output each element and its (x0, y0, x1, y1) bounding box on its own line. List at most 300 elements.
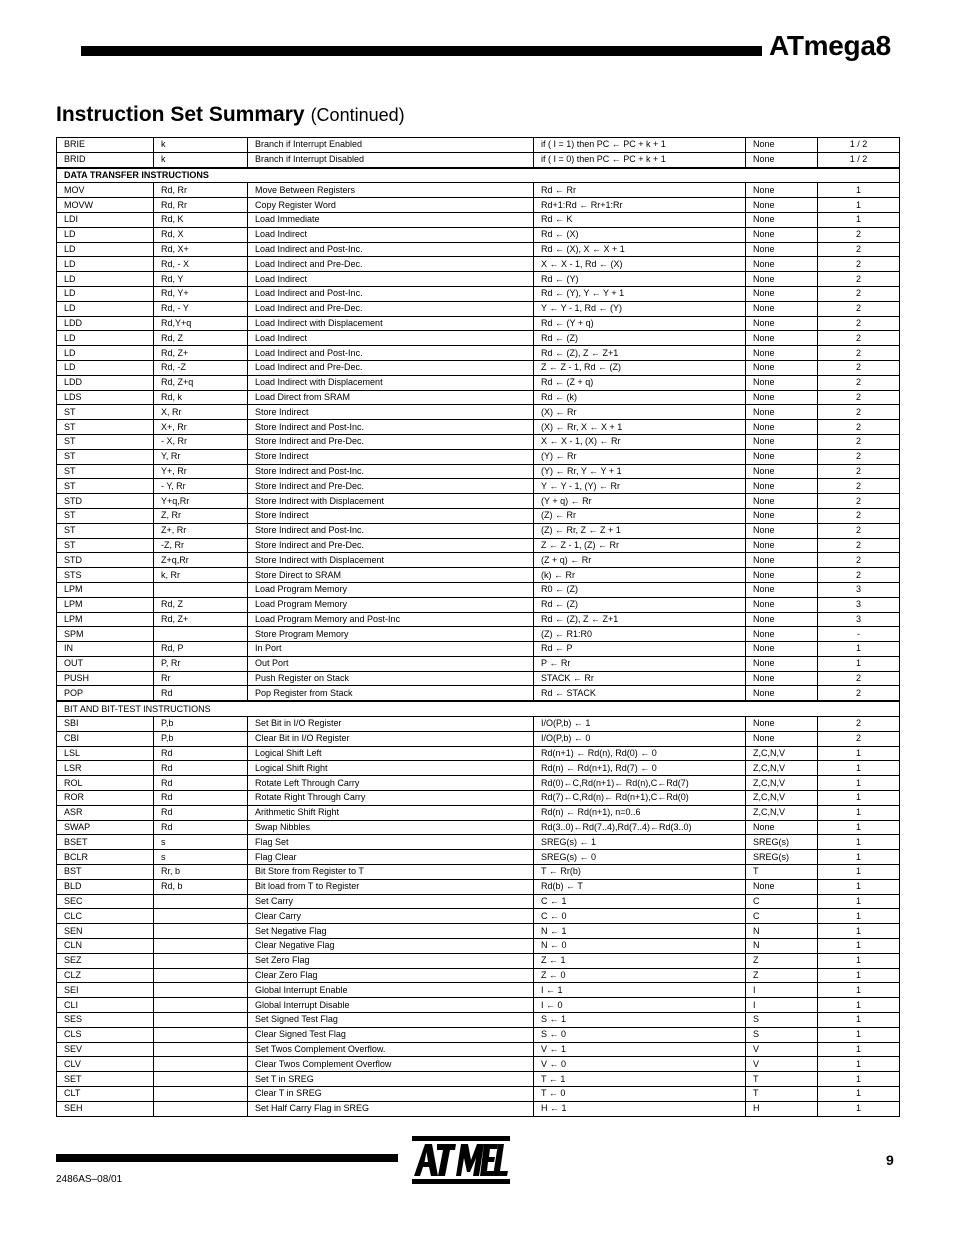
operands-cell: k, Rr (154, 568, 248, 583)
table-row (57, 656, 900, 671)
mnemonic-cell: CLS (57, 1027, 154, 1042)
description-cell: Load Indirect and Pre-Dec. (248, 360, 534, 375)
description-cell: Load Indirect and Post-Inc. (248, 286, 534, 301)
table-row (57, 183, 900, 198)
clocks-cell: 2 (818, 523, 900, 538)
operation-cell: SREG(s) ← 0 (534, 850, 746, 865)
mnemonic-cell: CLT (57, 1087, 154, 1102)
flags-cell: None (746, 183, 818, 198)
clocks-cell: 1 (818, 909, 900, 924)
page-number: 9 (886, 1152, 894, 1168)
clocks-cell: 1 (818, 1101, 900, 1116)
mnemonic-cell: LPM (57, 582, 154, 597)
operation-cell: Rd(b) ← T (534, 879, 746, 894)
flags-cell: None (746, 390, 818, 405)
flags-cell: None (746, 138, 818, 153)
operands-cell (154, 968, 248, 983)
description-cell: Branch if Interrupt Enabled (248, 138, 534, 153)
description-cell: Store Program Memory (248, 627, 534, 642)
flags-cell: None (746, 717, 818, 732)
table-row (57, 1057, 900, 1072)
clocks-cell: 1 (818, 1027, 900, 1042)
description-cell: Swap Nibbles (248, 820, 534, 835)
description-cell: Flag Set (248, 835, 534, 850)
description-cell: Clear T in SREG (248, 1087, 534, 1102)
operation-cell: X ← X - 1, Rd ← (X) (534, 257, 746, 272)
operation-cell: Rd(n) ← Rd(n+1), Rd(7) ← 0 (534, 761, 746, 776)
table-row (57, 420, 900, 435)
table-row (57, 257, 900, 272)
clocks-cell: 2 (818, 375, 900, 390)
operation-cell: S ← 1 (534, 1013, 746, 1028)
description-cell: Load Indirect and Post-Inc. (248, 346, 534, 361)
mnemonic-cell: LDS (57, 390, 154, 405)
operation-cell: V ← 1 (534, 1042, 746, 1057)
table-row (57, 924, 900, 939)
description-cell: Store Indirect and Pre-Dec. (248, 434, 534, 449)
operation-cell: Rd ← K (534, 212, 746, 227)
mnemonic-cell: ST (57, 538, 154, 553)
description-cell: Store Indirect and Post-Inc. (248, 464, 534, 479)
clocks-cell: 1 (818, 805, 900, 820)
flags-cell: None (746, 582, 818, 597)
table-row (57, 375, 900, 390)
operands-cell: Rd (154, 776, 248, 791)
mnemonic-cell: CBI (57, 731, 154, 746)
operands-cell: s (154, 835, 248, 850)
operands-cell: Rd, Z (154, 597, 248, 612)
description-cell: Load Program Memory (248, 597, 534, 612)
operation-cell: Rd ← (Z + q) (534, 375, 746, 390)
flags-cell: Z (746, 968, 818, 983)
clocks-cell: 1 (818, 850, 900, 865)
table-row (57, 1042, 900, 1057)
chip-title: ATmega8 (769, 30, 891, 61)
operands-cell: Y, Rr (154, 449, 248, 464)
operation-cell: Rd(0)←C,Rd(n+1)← Rd(n),C←Rd(7) (534, 776, 746, 791)
operands-cell: Rd, Rr (154, 198, 248, 213)
operation-cell: STACK ← Rr (534, 671, 746, 686)
clocks-cell: 2 (818, 508, 900, 523)
clocks-cell: 2 (818, 464, 900, 479)
description-cell: Set Bit in I/O Register (248, 717, 534, 732)
table-row (57, 301, 900, 316)
operation-cell: C ← 1 (534, 894, 746, 909)
mnemonic-cell: LD (57, 346, 154, 361)
description-cell: Global Interrupt Disable (248, 998, 534, 1013)
instruction-table-body (57, 138, 900, 1117)
table-row (57, 939, 900, 954)
operands-cell: Rd, Z+ (154, 612, 248, 627)
description-cell: Branch if Interrupt Disabled (248, 152, 534, 167)
table-row (57, 464, 900, 479)
clocks-cell: 2 (818, 568, 900, 583)
mnemonic-cell: MOVW (57, 198, 154, 213)
clocks-cell: 1 / 2 (818, 138, 900, 153)
flags-cell: None (746, 346, 818, 361)
table-row (57, 865, 900, 880)
operands-cell (154, 924, 248, 939)
clocks-cell: 1 (818, 835, 900, 850)
operands-cell: X+, Rr (154, 420, 248, 435)
mnemonic-cell: LDI (57, 212, 154, 227)
clocks-cell: 2 (818, 686, 900, 701)
mnemonic-cell: LSR (57, 761, 154, 776)
clocks-cell: 2 (818, 316, 900, 331)
table-row (57, 198, 900, 213)
operation-cell: (Y + q) ← Rr (534, 494, 746, 509)
description-cell: Store Indirect with Displacement (248, 494, 534, 509)
flags-cell: None (746, 257, 818, 272)
description-cell: Set Negative Flag (248, 924, 534, 939)
clocks-cell: 1 (818, 879, 900, 894)
table-row (57, 523, 900, 538)
table-row (57, 1013, 900, 1028)
table-row (57, 316, 900, 331)
operands-cell (154, 953, 248, 968)
mnemonic-cell: LD (57, 360, 154, 375)
flags-cell: T (746, 1087, 818, 1102)
operands-cell: Rd (154, 791, 248, 806)
table-row (57, 494, 900, 509)
mnemonic-cell: ROL (57, 776, 154, 791)
mnemonic-cell: ROR (57, 791, 154, 806)
description-cell: Clear Bit in I/O Register (248, 731, 534, 746)
mnemonic-cell: BST (57, 865, 154, 880)
operation-cell: V ← 0 (534, 1057, 746, 1072)
operands-cell: k (154, 138, 248, 153)
operands-cell: Y+, Rr (154, 464, 248, 479)
operation-cell: Z ← 0 (534, 968, 746, 983)
table-row (57, 894, 900, 909)
mnemonic-cell: BSET (57, 835, 154, 850)
operation-cell: Z ← Z - 1, Rd ← (Z) (534, 360, 746, 375)
flags-cell: None (746, 464, 818, 479)
flags-cell: None (746, 820, 818, 835)
flags-cell: N (746, 939, 818, 954)
description-cell: Store Direct to SRAM (248, 568, 534, 583)
description-cell: Set Zero Flag (248, 953, 534, 968)
mnemonic-cell: LDD (57, 316, 154, 331)
flags-cell: I (746, 983, 818, 998)
flags-cell: Z,C,N,V (746, 805, 818, 820)
operands-cell (154, 1057, 248, 1072)
mnemonic-cell: CLI (57, 998, 154, 1013)
mnemonic-cell: MOV (57, 183, 154, 198)
table-row (57, 212, 900, 227)
operation-cell: I/O(P,b) ← 1 (534, 717, 746, 732)
table-row (57, 405, 900, 420)
flags-cell: I (746, 998, 818, 1013)
table-row (57, 953, 900, 968)
operation-cell: N ← 1 (534, 924, 746, 939)
description-cell: Store Indirect (248, 508, 534, 523)
clocks-cell: 1 (818, 212, 900, 227)
operation-cell: (Y) ← Rr, Y ← Y + 1 (534, 464, 746, 479)
operation-cell: (X) ← Rr, X ← X + 1 (534, 420, 746, 435)
operation-cell: Rd ← (Y + q) (534, 316, 746, 331)
operation-cell: Z ← Z - 1, (Z) ← Rr (534, 538, 746, 553)
description-cell: Store Indirect (248, 449, 534, 464)
mnemonic-cell: LD (57, 242, 154, 257)
description-cell: Logical Shift Right (248, 761, 534, 776)
clocks-cell: 2 (818, 420, 900, 435)
mnemonic-cell: ST (57, 449, 154, 464)
section-heading (56, 103, 405, 127)
mnemonic-cell: SEZ (57, 953, 154, 968)
table-row (57, 346, 900, 361)
operands-cell (154, 1027, 248, 1042)
description-cell: Set T in SREG (248, 1072, 534, 1087)
mnemonic-cell: PUSH (57, 671, 154, 686)
flags-cell: T (746, 1072, 818, 1087)
operands-cell: Rd, P (154, 642, 248, 657)
operands-cell: Rd, Rr (154, 183, 248, 198)
description-cell: Global Interrupt Enable (248, 983, 534, 998)
description-cell: Store Indirect and Post-Inc. (248, 420, 534, 435)
operation-cell: (Z) ← R1:R0 (534, 627, 746, 642)
clocks-cell: 3 (818, 612, 900, 627)
flags-cell: None (746, 479, 818, 494)
mnemonic-cell: ST (57, 479, 154, 494)
mnemonic-cell: ST (57, 420, 154, 435)
operation-cell: T ← Rr(b) (534, 865, 746, 880)
operands-cell: Rd, Y (154, 272, 248, 287)
mnemonic-cell: CLZ (57, 968, 154, 983)
mnemonic-cell: STD (57, 494, 154, 509)
operation-cell: Rd ← (Z), Z ← Z+1 (534, 612, 746, 627)
operands-cell (154, 998, 248, 1013)
description-cell: Store Indirect and Pre-Dec. (248, 479, 534, 494)
operands-cell: Rd, Z (154, 331, 248, 346)
operands-cell: Rd, k (154, 390, 248, 405)
operation-cell: I/O(P,b) ← 0 (534, 731, 746, 746)
flags-cell: None (746, 523, 818, 538)
table-row (57, 909, 900, 924)
flags-cell: None (746, 272, 818, 287)
table-row (57, 642, 900, 657)
operation-cell: N ← 0 (534, 939, 746, 954)
mnemonic-cell: LSL (57, 746, 154, 761)
mnemonic-cell: LD (57, 257, 154, 272)
description-cell: Load Indirect (248, 331, 534, 346)
operands-cell: Rd, Z+q (154, 375, 248, 390)
operation-cell: T ← 1 (534, 1072, 746, 1087)
table-row (57, 331, 900, 346)
operation-cell: SREG(s) ← 1 (534, 835, 746, 850)
section-header-label: BIT AND BIT-TEST INSTRUCTIONS (57, 701, 900, 716)
description-cell: Store Indirect and Pre-Dec. (248, 538, 534, 553)
mnemonic-cell: LDD (57, 375, 154, 390)
clocks-cell: 2 (818, 390, 900, 405)
flags-cell: None (746, 731, 818, 746)
table-row (57, 508, 900, 523)
clocks-cell: 2 (818, 227, 900, 242)
flags-cell: None (746, 494, 818, 509)
table-row (57, 582, 900, 597)
clocks-cell: 2 (818, 331, 900, 346)
operation-cell: (X) ← Rr (534, 405, 746, 420)
operands-cell: Z, Rr (154, 508, 248, 523)
clocks-cell: 2 (818, 242, 900, 257)
clocks-cell: 1 (818, 1057, 900, 1072)
description-cell: Rotate Right Through Carry (248, 791, 534, 806)
operands-cell: Rd, X (154, 227, 248, 242)
mnemonic-cell: SEN (57, 924, 154, 939)
operands-cell: -Z, Rr (154, 538, 248, 553)
flags-cell: S (746, 1013, 818, 1028)
clocks-cell: 1 (818, 865, 900, 880)
mnemonic-cell: STD (57, 553, 154, 568)
mnemonic-cell: ST (57, 523, 154, 538)
operands-cell: P,b (154, 731, 248, 746)
operation-cell: Rd(7)←C,Rd(n)← Rd(n+1),C←Rd(0) (534, 791, 746, 806)
operands-cell: Rd, Y+ (154, 286, 248, 301)
clocks-cell: 1 (818, 998, 900, 1013)
description-cell: Clear Negative Flag (248, 939, 534, 954)
operation-cell: Rd ← (X) (534, 227, 746, 242)
description-cell: Pop Register from Stack (248, 686, 534, 701)
operands-cell (154, 1013, 248, 1028)
mnemonic-cell: IN (57, 642, 154, 657)
clocks-cell: 2 (818, 286, 900, 301)
description-cell: Load Program Memory and Post-Inc (248, 612, 534, 627)
description-cell: Load Indirect (248, 227, 534, 242)
flags-cell: None (746, 375, 818, 390)
flags-cell: V (746, 1057, 818, 1072)
table-row (57, 286, 900, 301)
operation-cell: Rd ← STACK (534, 686, 746, 701)
operation-cell: Rd ← (Z) (534, 597, 746, 612)
operation-cell: Rd ← (Y) (534, 272, 746, 287)
operation-cell: Rd ← (Y), Y ← Y + 1 (534, 286, 746, 301)
flags-cell: None (746, 686, 818, 701)
operation-cell: Rd ← (k) (534, 390, 746, 405)
mnemonic-cell: SEI (57, 983, 154, 998)
mnemonic-cell: LPM (57, 612, 154, 627)
mnemonic-cell: LD (57, 286, 154, 301)
description-cell: Store Indirect (248, 405, 534, 420)
table-row (57, 138, 900, 153)
table-row (57, 998, 900, 1013)
operation-cell: Z ← 1 (534, 953, 746, 968)
mnemonic-cell: SPM (57, 627, 154, 642)
clocks-cell: 3 (818, 597, 900, 612)
description-cell: In Port (248, 642, 534, 657)
footer-rule (56, 1154, 398, 1162)
clocks-cell: 1 (818, 642, 900, 657)
mnemonic-cell: STS (57, 568, 154, 583)
clocks-cell: 1 (818, 968, 900, 983)
heading-title: Instruction Set Summary (56, 103, 305, 126)
operands-cell: Rd, X+ (154, 242, 248, 257)
description-cell: Load Indirect (248, 272, 534, 287)
table-row (57, 227, 900, 242)
description-cell: Clear Signed Test Flag (248, 1027, 534, 1042)
flags-cell: None (746, 331, 818, 346)
clocks-cell: 2 (818, 538, 900, 553)
operands-cell: Rd (154, 746, 248, 761)
operands-cell (154, 983, 248, 998)
mnemonic-cell: ST (57, 508, 154, 523)
operation-cell: X ← X - 1, (X) ← Rr (534, 434, 746, 449)
flags-cell: None (746, 420, 818, 435)
clocks-cell: 2 (818, 346, 900, 361)
operation-cell: I ← 1 (534, 983, 746, 998)
atmel-logo-icon (412, 1136, 510, 1184)
operation-cell: Rd ← (Z), Z ← Z+1 (534, 346, 746, 361)
description-cell: Move Between Registers (248, 183, 534, 198)
table-row (57, 1072, 900, 1087)
description-cell: Load Indirect with Displacement (248, 375, 534, 390)
clocks-cell: 2 (818, 494, 900, 509)
mnemonic-cell: LPM (57, 597, 154, 612)
operands-cell: s (154, 850, 248, 865)
table-row (57, 805, 900, 820)
operation-cell: Y ← Y - 1, Rd ← (Y) (534, 301, 746, 316)
table-row (57, 820, 900, 835)
flags-cell: T (746, 865, 818, 880)
flags-cell: None (746, 405, 818, 420)
flags-cell: None (746, 879, 818, 894)
flags-cell: None (746, 286, 818, 301)
instruction-table (56, 137, 900, 1117)
clocks-cell: 2 (818, 449, 900, 464)
flags-cell: None (746, 627, 818, 642)
description-cell: Store Indirect and Post-Inc. (248, 523, 534, 538)
description-cell: Load Indirect with Displacement (248, 316, 534, 331)
clocks-cell: 1 (818, 746, 900, 761)
flags-cell: None (746, 152, 818, 167)
clocks-cell: 1 (818, 791, 900, 806)
mnemonic-cell: LD (57, 331, 154, 346)
flags-cell: S (746, 1027, 818, 1042)
flags-cell: Z,C,N,V (746, 791, 818, 806)
clocks-cell: 2 (818, 405, 900, 420)
clocks-cell: 2 (818, 434, 900, 449)
table-row (57, 717, 900, 732)
operation-cell: if ( I = 0) then PC ← PC + k + 1 (534, 152, 746, 167)
operands-cell: Rd (154, 761, 248, 776)
description-cell: Clear Twos Complement Overflow (248, 1057, 534, 1072)
flags-cell: None (746, 227, 818, 242)
flags-cell: C (746, 894, 818, 909)
flags-cell: None (746, 612, 818, 627)
flags-cell: C (746, 909, 818, 924)
flags-cell: Z,C,N,V (746, 746, 818, 761)
table-row (57, 449, 900, 464)
operands-cell: - Y, Rr (154, 479, 248, 494)
operands-cell (154, 909, 248, 924)
operands-cell: Rr (154, 671, 248, 686)
clocks-cell: 1 (818, 1072, 900, 1087)
description-cell: Arithmetic Shift Right (248, 805, 534, 820)
operation-cell: (Z + q) ← Rr (534, 553, 746, 568)
table-row (57, 746, 900, 761)
table-row (57, 1027, 900, 1042)
heading-subtitle: (Continued) (310, 105, 405, 125)
clocks-cell: 2 (818, 479, 900, 494)
operands-cell: Z+, Rr (154, 523, 248, 538)
clocks-cell: 1 (818, 761, 900, 776)
operation-cell: Rd(n+1) ← Rd(n), Rd(0) ← 0 (534, 746, 746, 761)
operation-cell: (Z) ← Rr, Z ← Z + 1 (534, 523, 746, 538)
description-cell: Set Twos Complement Overflow. (248, 1042, 534, 1057)
description-cell: Load Indirect and Post-Inc. (248, 242, 534, 257)
flags-cell: N (746, 924, 818, 939)
operation-cell: Rd ← Rr (534, 183, 746, 198)
description-cell: Bit Store from Register to T (248, 865, 534, 880)
